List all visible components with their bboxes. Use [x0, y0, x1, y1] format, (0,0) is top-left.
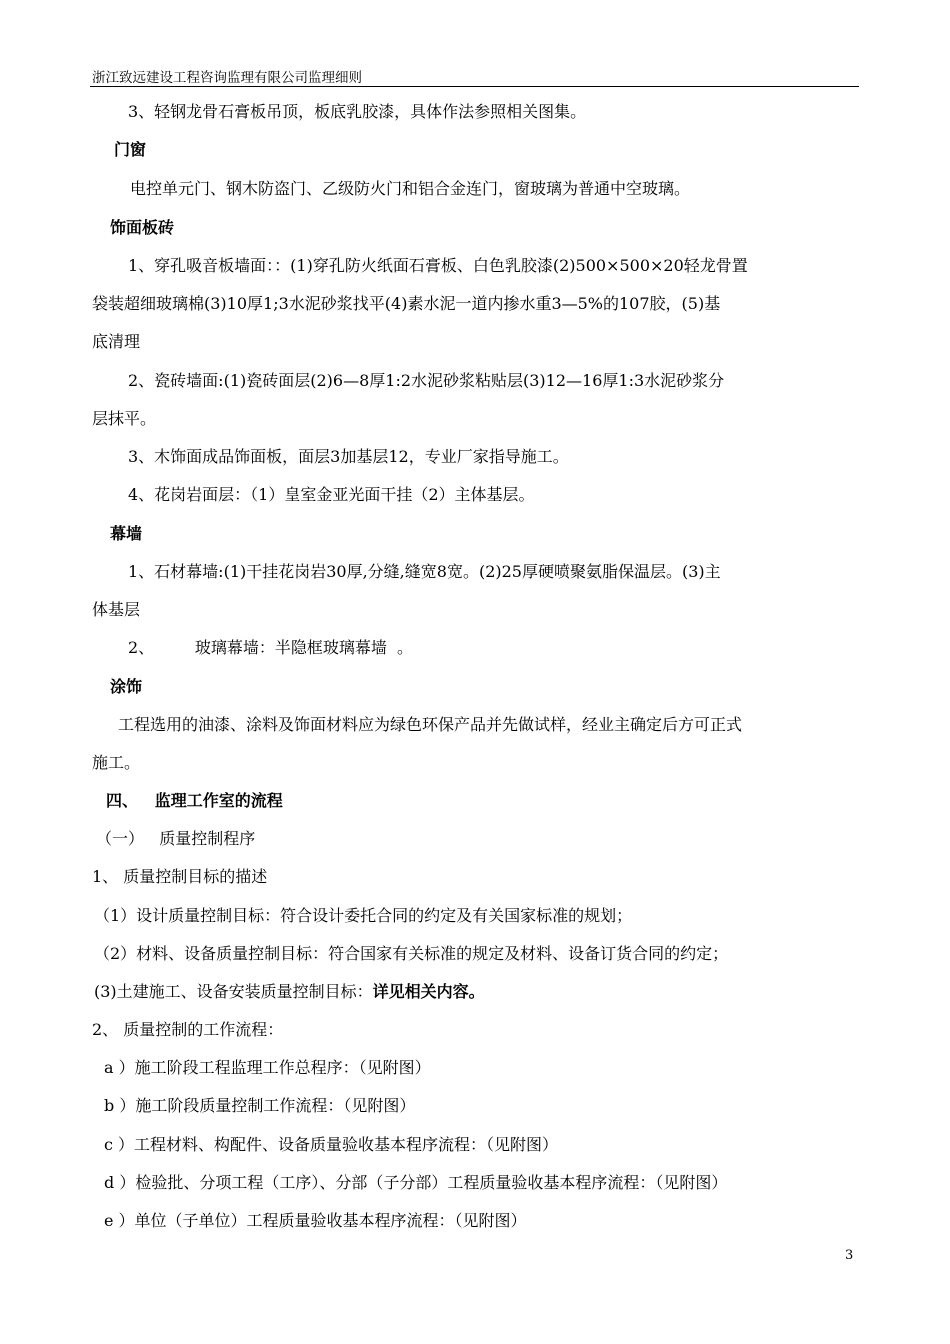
- header-rule: [90, 86, 859, 87]
- subsection-heading: （一） 质量控制程序: [96, 829, 256, 848]
- paragraph-line: 3、轻钢龙骨石膏板吊顶，板底乳胶漆，具体作法参照相关图集。: [128, 102, 587, 121]
- list-item: b ）施工阶段质量控制工作流程：（见附图）: [104, 1096, 416, 1115]
- list-item: （1）设计质量控制目标：符合设计委托合同的约定及有关国家标准的规划；: [94, 906, 633, 925]
- section-heading-coating: 涂饰: [110, 677, 143, 696]
- section-heading-curtain-wall: 幕墙: [110, 524, 143, 543]
- paragraph-line: 袋装超细玻璃棉(3)10厚1;3水泥砂浆找平(4)素水泥一道内掺水重3—5%的107胶，(5)基: [92, 294, 721, 313]
- section-heading-doors-windows: 门窗: [114, 140, 147, 159]
- list-item: a ）施工阶段工程监理工作总程序：（见附图）: [104, 1058, 431, 1077]
- list-item: [94, 982, 485, 1002]
- list-item: c ）工程材料、构配件、设备质量验收基本程序流程：（见附图）: [104, 1135, 559, 1154]
- paragraph-line: 工程选用的油漆、涂料及饰面材料应为绿色环保产品并先做试样，经业主确定后方可正式: [118, 715, 743, 734]
- list-heading: 1、 质量控制目标的描述: [92, 867, 268, 886]
- paragraph-line: 层抹平。: [92, 409, 157, 428]
- paragraph-line: 1、穿孔吸音板墙面：：(1)穿孔防火纸面石膏板、白色乳胶漆(2)500×500×20轻龙骨置: [128, 256, 748, 275]
- list-item-emphasis: 详见相关内容。: [372, 982, 485, 1001]
- list-heading: 2、 质量控制的工作流程：: [92, 1020, 284, 1039]
- paragraph-line: 2、瓷砖墙面:(1)瓷砖面层(2)6—8厚1:2水泥砂浆粘贴层(3)12—16厚1:3水泥砂浆分: [128, 371, 725, 390]
- document-header: 浙江致远建设工程咨询监理有限公司监理细则: [92, 70, 362, 86]
- list-item-text: (3)土建施工、设备安装质量控制目标：: [94, 982, 373, 1001]
- paragraph-line: 3、木饰面成品饰面板，面层3加基层12，专业厂家指导施工。: [128, 447, 569, 466]
- list-item: d ）检验批、分项工程（工序）、分部（子分部）工程质量验收基本程序流程：（见附图）: [104, 1173, 728, 1192]
- paragraph-line: 施工。: [92, 753, 141, 772]
- list-item: e ）单位（子单位）工程质量验收基本程序流程：（见附图）: [104, 1211, 527, 1230]
- list-item: （2）材料、设备质量控制目标：符合国家有关标准的规定及材料、设备订货合同的约定；: [94, 944, 729, 963]
- paragraph-line: 2、 玻璃幕墙：半隐框玻璃幕墙 。: [128, 638, 414, 657]
- paragraph-line: 电控单元门、钢木防盗门、乙级防火门和铝合金连门，窗玻璃为普通中空玻璃。: [130, 179, 691, 198]
- paragraph-line: 底清理: [92, 332, 141, 351]
- chapter-heading: 四、 监理工作室的流程: [106, 791, 283, 810]
- paragraph-line: 1、石材幕墙:(1)干挂花岗岩30厚,分缝,缝宽8宽。(2)25厚硬喷聚氨脂保温层。(3)主: [128, 562, 721, 581]
- page-number: 3: [845, 1248, 854, 1263]
- paragraph-line: 4、花岗岩面层：（1）皇室金亚光面干挂（2）主体基层。: [128, 485, 535, 504]
- paragraph-line: 体基层: [92, 600, 141, 619]
- section-heading-facing-tiles: 饰面板砖: [110, 218, 175, 237]
